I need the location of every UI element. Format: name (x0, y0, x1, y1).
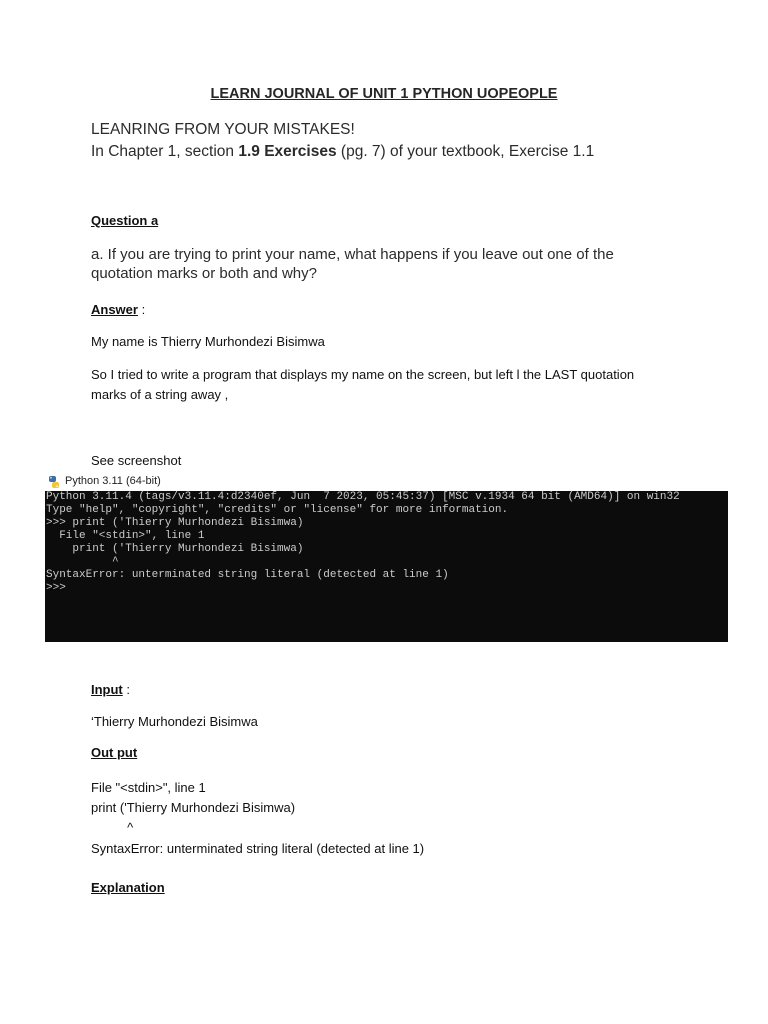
answer-label: Answer (91, 302, 138, 317)
output-line: SyntaxError: unterminated string literal (detected at line 1) (91, 841, 425, 856)
output-label: Out put (91, 745, 138, 760)
chapter-line-section: 1.9 Exercises (238, 143, 337, 160)
input-colon: : (122, 682, 130, 697)
name-line: My name is Thierry Murhondezi Bisimwa (91, 334, 325, 349)
chapter-line-post: (pg. 7) of your textbook, Exercise 1.1 (336, 143, 595, 160)
console-line: ^ (46, 556, 119, 568)
python-console-screenshot (45, 491, 728, 642)
output-line: File "<stdin>", line 1 (91, 780, 206, 795)
console-line: File "<stdin>", line 1 (46, 530, 205, 542)
document-title: LEARN JOURNAL OF UNIT 1 PYTHON UOPEOPLE (210, 86, 558, 102)
chapter-line-pre: In Chapter 1, section (91, 143, 239, 160)
console-window-title: Python 3.11 (64-bit) (65, 475, 161, 487)
see-screenshot-text: See screenshot (91, 453, 182, 468)
answer-colon: : (137, 302, 146, 317)
console-line: SyntaxError: unterminated string literal (detected at line 1) (46, 569, 449, 581)
python-logo-icon (48, 476, 60, 488)
console-line: Python 3.11.4 (tags/v3.11.4:d2340ef, Jun 7 2023, 05:45:37) [MSC v.1934 64 bit (AMD64)] on win32 (46, 491, 680, 503)
console-line: >>> (46, 582, 66, 594)
answer-heading (91, 300, 145, 320)
console-line: print ('Thierry Murhondezi Bisimwa) (46, 543, 304, 555)
input-value: ‘Thierry Murhondezi Bisimwa (91, 714, 258, 729)
console-window-titlebar (45, 474, 728, 491)
explanation-label: Explanation (91, 880, 165, 895)
question-text: a. If you are trying to print your name, what happens if you leave out one of the quotation marks or both and why? (91, 246, 614, 282)
subtitle: LEANRING FROM YOUR MISTAKES! (91, 121, 355, 138)
console-line: >>> print ('Thierry Murhondezi Bisimwa) (46, 517, 304, 529)
chapter-line (91, 143, 594, 161)
input-label: Input (91, 682, 123, 697)
input-heading (91, 680, 130, 700)
output-line: print ('Thierry Murhondezi Bisimwa) (91, 800, 296, 815)
attempt-paragraph: So I tried to write a program that displays my name on the screen, but left l the LAST quotation marks of a string away , (91, 367, 635, 402)
output-line: ^ (91, 820, 134, 835)
console-line: Type "help", "copyright", "credits" or "license" for more information. (46, 504, 509, 516)
question-label: Question a (91, 213, 159, 228)
